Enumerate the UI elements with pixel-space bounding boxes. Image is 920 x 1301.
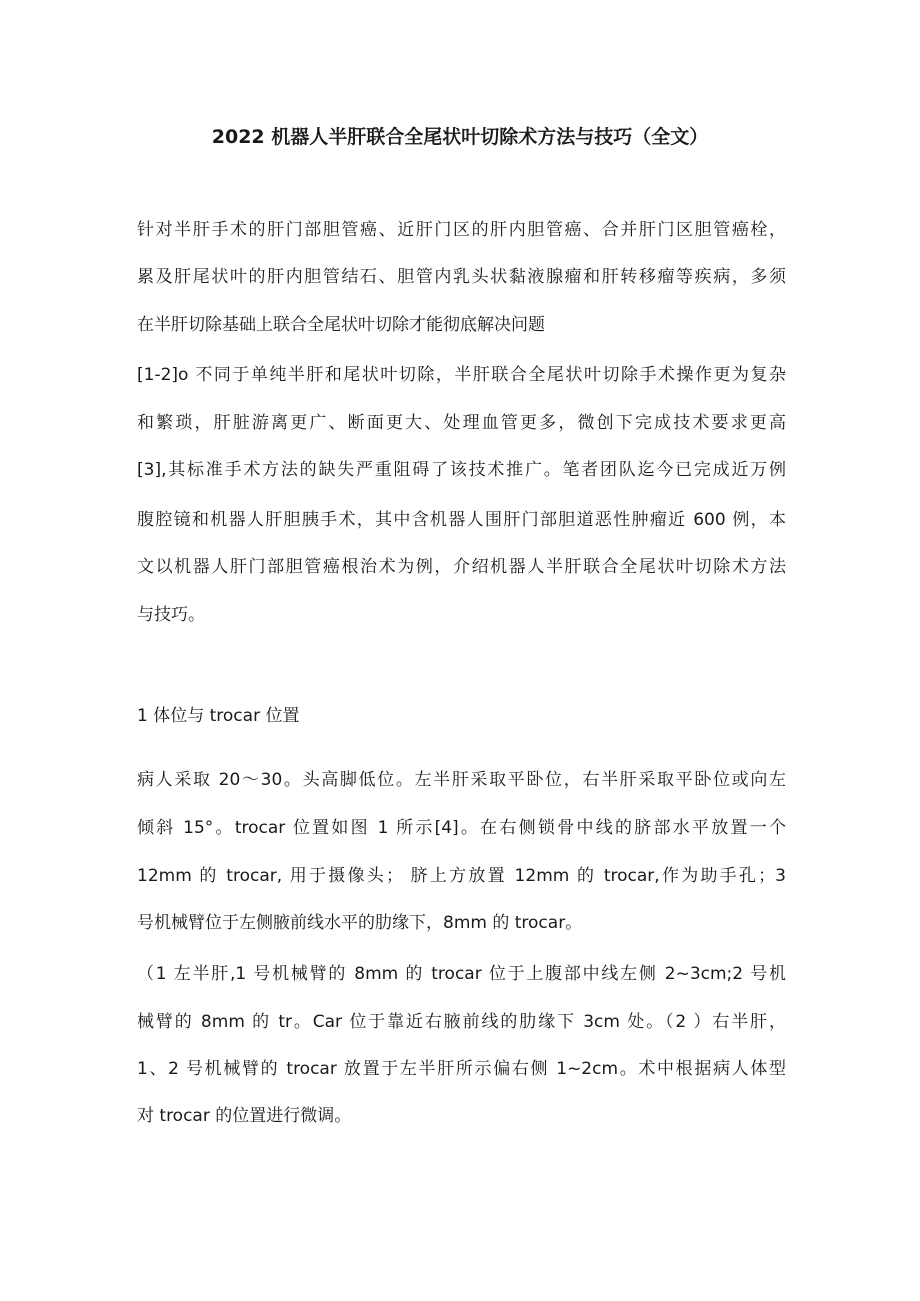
section-line: 12mm 的 trocar, 用于摄像头； 脐上方放置 12mm 的 trocar,作为助手孔；3: [137, 866, 786, 886]
section-line: 1、2 号机械臂的 trocar 放置于左半肝所示偏右侧 1~2cm。术中根据病人体型: [137, 1059, 786, 1079]
section-line: 倾斜 15°。trocar 位置如图 1 所示[4]。在右侧锁骨中线的脐部水平放置一个: [137, 818, 786, 838]
intro-line: [1-2]o 不同于单纯半肝和尾状叶切除，半肝联合全尾状叶切除手术操作更为复杂: [137, 365, 786, 385]
section-line: （1 左半肝,1 号机械臂的 8mm 的 trocar 位于上腹部中线左侧 2~3cm;2 号机: [137, 964, 786, 984]
intro-line: 文以机器人肝门部胆管癌根治术为例，介绍机器人半肝联合全尾状叶切除术方法: [137, 557, 786, 577]
intro-line: 与技巧。: [137, 605, 205, 625]
section-line: 械臂的 8mm 的 tr。Car 位于靠近右腋前线的肋缘下 3cm 处。（2 ）右半肝，: [137, 1012, 786, 1032]
intro-line: [3],其标准手术方法的缺失严重阻碍了该技术推广。笔者团队迄今已完成近万例: [137, 460, 786, 480]
section-line: 号机械臂位于左侧腋前线水平的肋缘下，8mm 的 trocar。: [137, 913, 583, 933]
intro-line: 腹腔镜和机器人肝胆胰手术，其中含机器人围肝门部胆道恶性肿瘤近 600 例，本: [137, 510, 786, 530]
intro-line: 在半肝切除基础上联合全尾状叶切除才能彻底解决问题: [137, 315, 545, 335]
intro-line: 针对半肝手术的肝门部胆管癌、近肝门区的肝内胆管癌、合并肝门区胆管癌栓，: [137, 220, 786, 240]
section-line: 对 trocar 的位置进行微调。: [137, 1106, 352, 1126]
document-title: 2022 机器人半肝联合全尾状叶切除术方法与技巧（全文）: [211, 126, 709, 148]
intro-line: 累及肝尾状叶的肝内胆管结石、胆管内乳头状黏液腺瘤和肝转移瘤等疾病，多须: [137, 267, 786, 287]
section-heading: 1 体位与 trocar 位置: [137, 706, 300, 726]
intro-line: 和繁琐，肝脏游离更广、断面更大、处理血管更多，微创下完成技术要求更高: [137, 413, 786, 433]
section-line: 病人采取 20～30。头高脚低位。左半肝采取平卧位，右半肝采取平卧位或向左: [137, 770, 786, 790]
